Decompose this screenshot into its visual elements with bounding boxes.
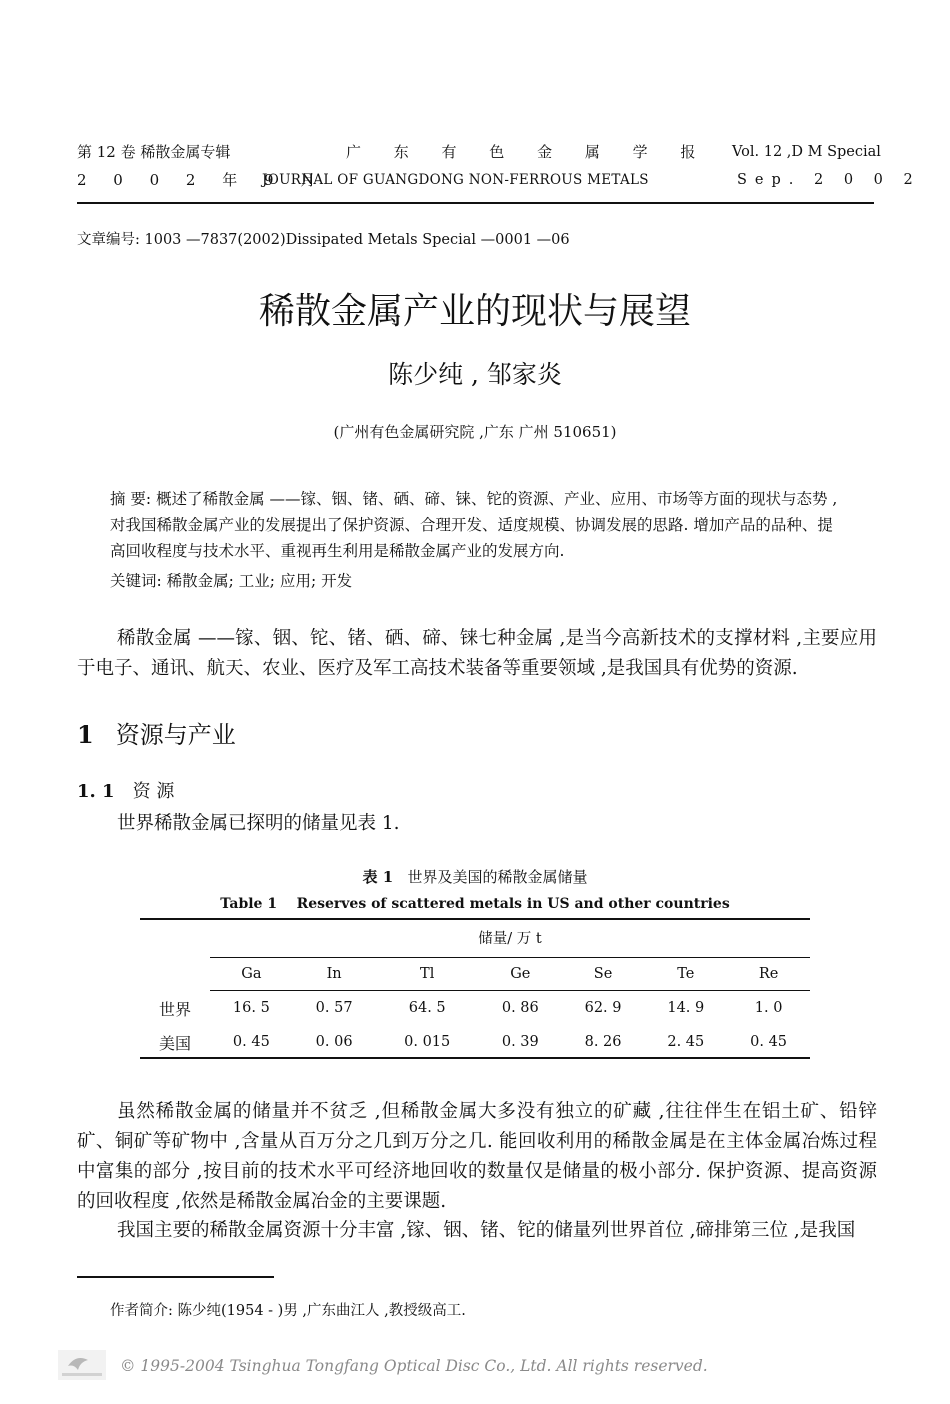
table-row-label: 美国 (158, 1033, 191, 1053)
table-cell: 14. 9 (667, 1000, 705, 1016)
table-caption-en-text: Reserves of scattered metals in US and other countries (296, 896, 730, 912)
table-cell: 0. 015 (404, 1034, 451, 1050)
table-col-header: Te (677, 966, 695, 982)
journal-title-cn: 广 东 有 色 金 属 学 报 (346, 143, 710, 161)
table-cell: 0. 86 (501, 1000, 539, 1016)
subsection-title: 资 源 (132, 781, 175, 802)
table-cell: 1. 0 (754, 1000, 783, 1016)
table-col-header: Re (758, 966, 779, 982)
abstract (110, 486, 845, 564)
section-title: 资源与产业 (115, 721, 236, 749)
table-col-header: In (326, 966, 342, 982)
footnote-rule (77, 1276, 274, 1278)
reserves-table (140, 917, 810, 1059)
cnki-logo-icon (58, 1350, 106, 1380)
subsection-paragraph: 世界稀散金属已探明的储量见表 1. (117, 813, 400, 834)
abstract-text: 概述了稀散金属 ——镓、铟、锗、硒、碲、铼、铊的资源、产业、应用、市场等方面的现状与态势 ,对我国稀散金属产业的发展提出了保护资源、合理开发、适度规模、协调发展的思路. 增加产品的品种、提高回收程度与技术水平、重视再生利用是稀散金属产业的发展方向. (110, 490, 838, 560)
table-caption-cn-text: 世界及美国的稀散金属储量 (407, 868, 588, 886)
article-number: 文章编号: 1003 —7837(2002)Dissipated Metals Special —0001 —06 (77, 232, 570, 248)
abstract-label: 摘 要: (110, 490, 157, 508)
keywords-label: 关键词: (110, 572, 167, 590)
table-col-header: Tl (420, 966, 435, 982)
journal-volume-en: Vol. 12 ,D M Special (732, 144, 881, 160)
table-cell: 64. 5 (408, 1000, 446, 1016)
table-cell: 0. 45 (232, 1034, 270, 1050)
body-paragraph-3: 我国主要的稀散金属资源十分丰富 ,镓、铟、锗、铊的储量列世界首位 ,碲排第三位 ,是我国 (117, 1220, 856, 1241)
table-caption-en (0, 896, 950, 912)
subsection-number: 1. 1 (77, 781, 115, 802)
table-row (140, 1025, 810, 1059)
table-caption-cn-label: 表 1 (362, 868, 394, 886)
keywords-text: 稀散金属; 工业; 应用; 开发 (166, 572, 353, 590)
table-cell: 0. 06 (315, 1034, 353, 1050)
table-col-header: Ga (241, 966, 262, 982)
header-rule (77, 202, 874, 204)
table-col-header: Se (593, 966, 613, 982)
journal-volume: 第 12 卷 稀散金属专辑 (77, 143, 231, 161)
journal-date: 2 0 0 2 年 9 月 (77, 171, 327, 189)
paper-authors: 陈少纯 , 邹家炎 (388, 360, 562, 389)
table-unit: 储量/ 万 t (478, 930, 542, 947)
author-affiliation: (广州有色金属研究院 ,广东 广州 510651) (333, 423, 617, 441)
section-heading (77, 715, 236, 750)
copyright-notice: © 1995-2004 Tsinghua Tongfang Optical Disc Co., Ltd. All rights reserved. (120, 1357, 708, 1375)
author-footnote: 作者简介: 陈少纯(1954 - )男 ,广东曲江人 ,教授级高工. (110, 1303, 466, 1319)
journal-date-en: Sep. 2 0 0 2 (737, 172, 921, 188)
table-cell: 2. 45 (667, 1034, 705, 1050)
table-col-header: Ge (510, 966, 531, 982)
paper-title: 稀散金属产业的现状与展望 (258, 291, 691, 332)
journal-title-en: JOURNAL OF GUANGDONG NON-FERROUS METALS (262, 172, 649, 188)
table-cell: 8. 26 (584, 1034, 622, 1050)
subsection-heading (77, 777, 174, 803)
table-cell: 0. 45 (750, 1034, 788, 1050)
table-cell: 0. 39 (501, 1034, 539, 1050)
intro-paragraph: 稀散金属 ——镓、铟、铊、锗、硒、碲、铼七种金属 ,是当今高新技术的支撑材料 ,主要应用于电子、通讯、航天、农业、医疗及军工高技术装备等重要领域 ,是我国具有优势的资源. (77, 628, 877, 679)
section-number: 1 (77, 720, 94, 749)
body-paragraph-2: 虽然稀散金属的储量并不贫乏 ,但稀散金属大多没有独立的矿藏 ,往往伴生在铝土矿、铅锌矿、铜矿等矿物中 ,含量从百万分之几到万分之几. 能回收利用的稀散金属是在主体金属冶炼过程中富集的部分 ,按目前的技术水平可经济地回收的数量仅是储量的极小部分. 保护资源、提高资源的回收程度 ,依然是稀散金属冶金的主要课题. (77, 1101, 877, 1212)
table-caption-cn (0, 866, 950, 887)
table-cell: 0. 57 (315, 1000, 353, 1016)
table-cell: 62. 9 (584, 1000, 622, 1016)
table-cell: 16. 5 (232, 1000, 270, 1016)
keywords (110, 568, 845, 594)
table-row (140, 991, 810, 1025)
table-caption-en-label: Table 1 (220, 896, 278, 912)
table-row-label: 世界 (158, 999, 191, 1019)
